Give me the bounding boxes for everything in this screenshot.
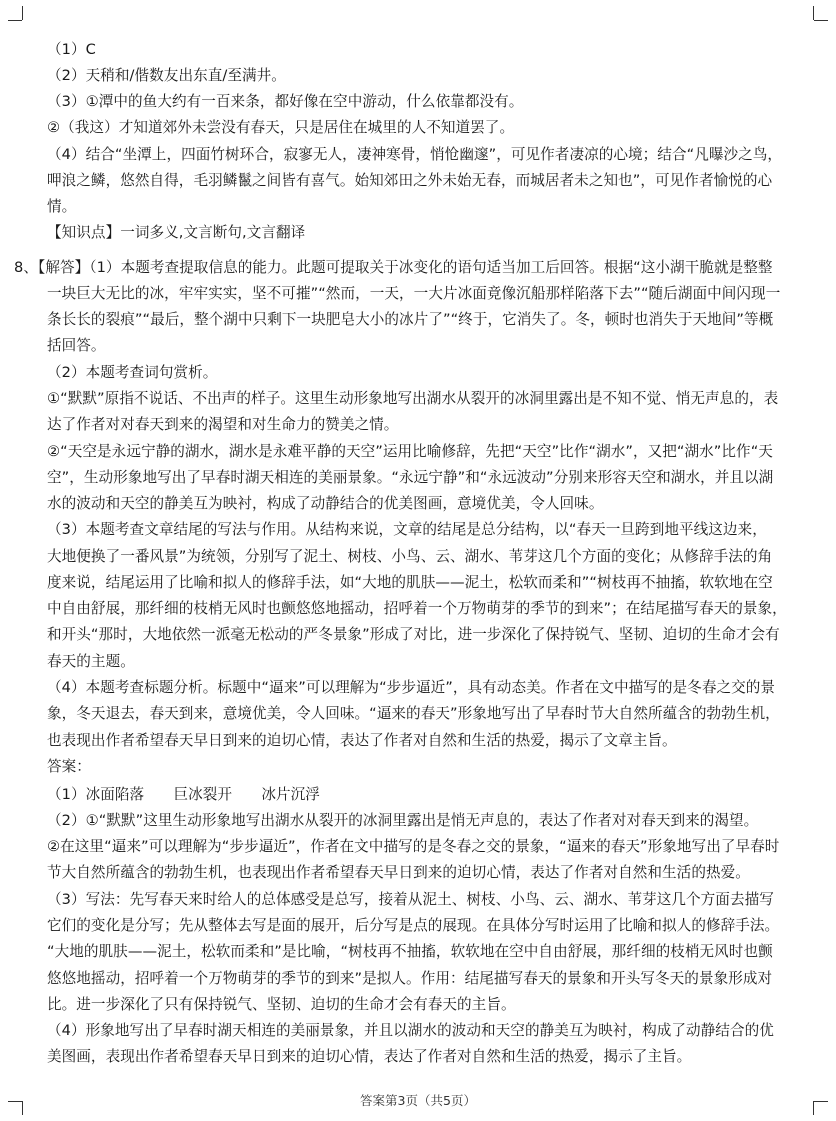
answer-line: 象，冬天退去，春天到来，意境优美，令人回味。“逼来的春天”形象地写出了早春时节大自然所蕴含的勃勃生机， xyxy=(47,705,780,722)
answer-line: （3）①潭中的鱼大约有一百来条，都好像在空中游动，什么依靠都没有。 xyxy=(47,93,524,110)
answer-line: 中自由舒展，那纤细的枝梢无风时也颤悠悠地摇动，招呼着一个万物萌芽的季节的到来”；在结尾描写春天的景象， xyxy=(47,600,787,617)
answer-line: 条长长的裂痕”“最后，整个湖中只剩下一块肥皂大小的冰片了”“终于，它消失了。冬，顿时也消失于天地间”等概 xyxy=(47,311,774,328)
answer-line: ②在这里“逼来”可以理解为“步步逼近”，作者在文中描写的是冬春之交的景象，“逼来的春天”形象地写出了早春时 xyxy=(47,838,780,855)
answer-line: 呷浪之鳞，悠然自得，毛羽鳞鬣之间皆有喜气。始知郊田之外未始无春，而城居者未之知也”，可见作者愉悦的心 xyxy=(47,172,773,189)
knowledge-point: 【知识点】一词多义,文言断句,文言翻译 xyxy=(47,224,306,241)
answer-line: 度来说，结尾运用了比喻和拟人的修辞手法，如“大地的肌肤——泥土，松软而柔和”“树枝再不抽搐，软软地在空 xyxy=(47,574,773,591)
answer-line: 情。 xyxy=(47,198,77,215)
answer-line: （2）天稍和/偕数友出东直/至满井。 xyxy=(47,67,286,84)
answer-line: （4）形象地写出了早春时湖天相连的美丽景象，并且以湖水的波动和天空的静美互为映衬，构成了动静结合的优 xyxy=(47,1022,774,1039)
answer-line: 悠悠地摇动，招呼着一个万物萌芽的季节的到来”是拟人。作用：结尾描写春天的景象和开头写冬天的景象形成对 xyxy=(47,970,773,987)
answer-line: ②（我这）才知道郊外未尝没有春天，只是居住在城里的人不知道罢了。 xyxy=(47,119,515,136)
answer-line: 节大自然所蕴含的勃勃生机，也表现出作者希望春天早日到来的迫切心情，表达了作者对自然和生活的热爱。 xyxy=(47,864,750,881)
answer-heading: 答案： xyxy=(47,758,91,775)
crop-mark-top-right xyxy=(806,6,828,28)
question-8-solution: 8、【解答】（1）本题考查提取信息的能力。此题可提取关于冰变化的语句适当加工后回答。根据“这小湖干脆就是整整 xyxy=(14,259,773,276)
answer-line: ①“默默”原指不说话、不出声的样子。这里生动形象地写出湖水从裂开的冰洞里露出是不知不觉、悄无声息的，表 xyxy=(47,390,779,407)
answer-line: 也表现出作者希望春天早日到来的迫切心情，表达了作者对自然和生活的热爱，揭示了文章主旨。 xyxy=(47,732,677,749)
answer-line: 春天的主题。 xyxy=(47,653,135,670)
answer-line: （4）本题考查标题分析。标题中“逼来”可以理解为“步步逼近”，具有动态美。作者在文中描写的是冬春之交的景 xyxy=(47,679,776,696)
answer-line: （2）①“默默”这里生动形象地写出湖水从裂开的冰洞里露出是悄无声息的，表达了作者对对春天到来的渴望。 xyxy=(47,812,759,829)
answer-line: （4）结合“坐潭上，四面竹树环合，寂寥无人，凄神寒骨，悄怆幽邃”，可见作者凄凉的心境；结合“凡曝沙之鸟， xyxy=(47,146,783,163)
answer-line: （2）本题考查词句赏析。 xyxy=(47,364,218,381)
answer-line: （3）本题考查文章结尾的写法与作用。从结构来说，文章的结尾是总分结构，以“春天一旦跨到地平线这边来， xyxy=(47,521,767,538)
crop-mark-top-left xyxy=(8,6,30,28)
answer-line: 括回答。 xyxy=(47,337,106,354)
answer-line: 比。进一步深化了只有保持锐气、坚韧、迫切的生命才会有春天的主旨。 xyxy=(47,996,516,1013)
answer-line: （3）写法：先写春天来时给人的总体感受是总写，接着从泥土、树枝、小鸟、云、湖水、苇芽这几个方面去描写 xyxy=(47,891,774,908)
answer-line: “大地的肌肤——泥土，松软而柔和”是比喻，“树枝再不抽搐，软软地在空中自由舒展，那纤细的枝梢无风时也颤 xyxy=(47,943,773,960)
answer-line: 它们的变化是分写；先从整体去写是面的展开，后分写是点的展现。在具体分写时运用了比喻和拟人的修辞手法。 xyxy=(47,917,780,934)
answer-line: 大地便换了一番风景”为统领，分别写了泥土、树枝、小鸟、云、湖水、苇芽这几个方面的变化；从修辞手法的角 xyxy=(47,548,773,565)
answer-line: 美图画，表现出作者希望春天早日到来的迫切心情，表达了作者对自然和生活的热爱，揭示了主旨。 xyxy=(47,1048,692,1065)
answer-line: （1）冰面陷落 巨冰裂开 冰片沉浮 xyxy=(47,786,320,803)
answer-line: 和开头“那时，大地依然一派毫无松动的严冬景象”形成了对比，进一步深化了保持锐气、坚韧、迫切的生命才会有 xyxy=(47,626,780,643)
answer-line: 一块巨大无比的冰，牢牢实实，坚不可摧”“然而，一天，一大片冰面竟像沉船那样陷落下去”“随后湖面中间闪现一 xyxy=(47,285,781,302)
answer-line: 达了作者对对春天到来的渴望和对生命力的赞美之情。 xyxy=(47,416,399,433)
page-footer: 答案第3页（共5页） xyxy=(360,1093,476,1108)
answer-line: 空”，生动形象地写出了早春时湖天相连的美丽景象。“永远宁静”和“永远波动”分别来形容天空和湖水，并且以湖 xyxy=(47,469,774,486)
answer-line: （1）C xyxy=(47,41,96,58)
answer-line: ②“天空是永远宁静的湖水，湖水是永难平静的天空”运用比喻修辞，先把“天空”比作“湖水”，又把“湖水”比作“天 xyxy=(47,443,773,460)
answer-line: 水的波动和天空的静美互为映衬，构成了动静结合的优美图画，意境优美，令人回味。 xyxy=(47,495,604,512)
